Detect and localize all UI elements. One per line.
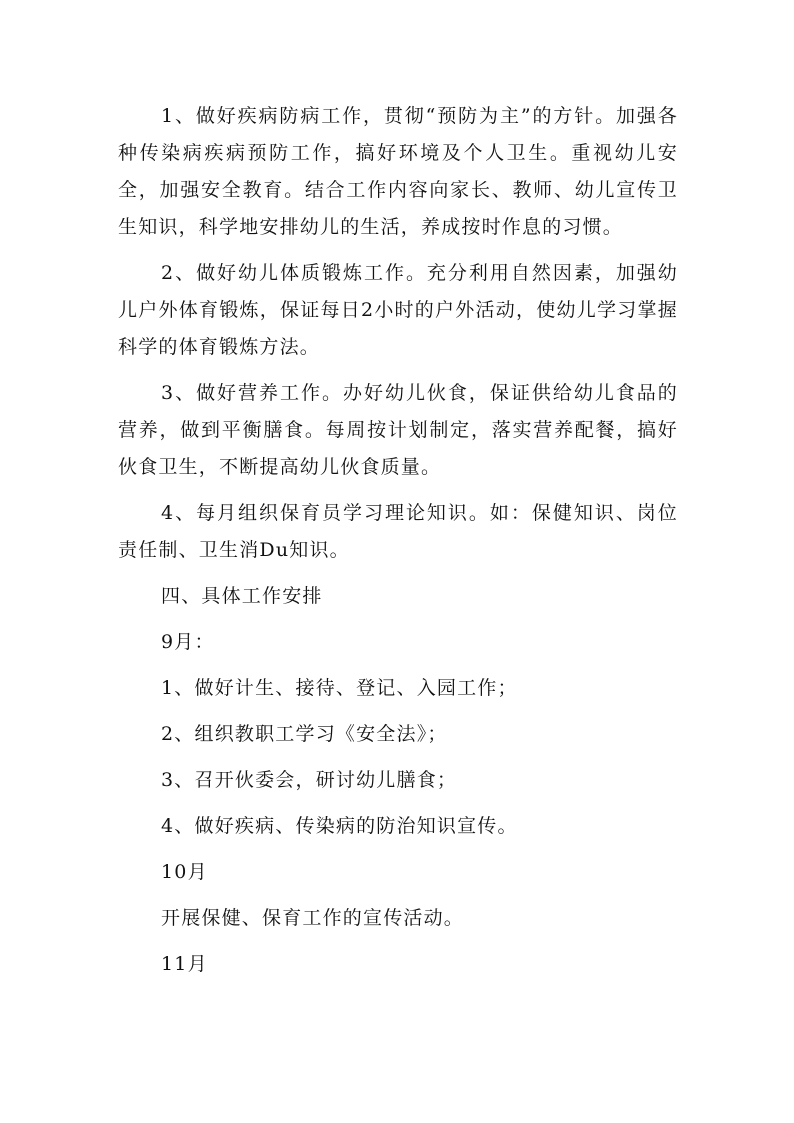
paragraph-staff-training: 4、每月组织保育员学习理论知识。如：保健知识、岗位责任制、卫生消Du知识。 <box>118 502 678 561</box>
paragraph-nutrition: 3、做好营养工作。办好幼儿伙食，保证供给幼儿食品的营养，做到平衡膳食。每周按计划制定，落实营养配餐，搞好伙食卫生，不断提高幼儿伙食质量。 <box>118 382 678 478</box>
month-label-september: 9月： <box>161 631 215 653</box>
paragraph-disease-prevention: 1、做好疾病防病工作，贯彻“预防为主”的方针。加强各种传染病疾病预防工作，搞好环境及个人卫生。重视幼儿安全，加强安全教育。结合工作内容向家长、教师、幼儿宣传卫生知识，科学地安排幼儿的生活，养成按时作息的习惯。 <box>118 105 678 238</box>
document-body <box>118 98 678 983</box>
list-item: 1、做好计生、接待、登记、入园工作； <box>161 677 518 699</box>
october-activity: 开展保健、保育工作的宣传活动。 <box>161 907 465 929</box>
section-heading: 四、具体工作安排 <box>161 585 323 607</box>
list-item: 2、组织教职工学习《安全法》； <box>161 723 448 745</box>
month-label-october: 10月 <box>161 861 208 883</box>
list-item: 3、召开伙委会，研讨幼儿膳食； <box>161 769 458 791</box>
month-label-november: 11月 <box>161 953 208 975</box>
paragraph-physical-exercise: 2、做好幼儿体质锻炼工作。充分利用自然因素，加强幼儿户外体育锻炼，保证每日2小时的户外活动，使幼儿学习掌握科学的体育锻炼方法。 <box>118 262 678 358</box>
list-item: 4、做好疾病、传染病的防治知识宣传。 <box>161 815 518 837</box>
